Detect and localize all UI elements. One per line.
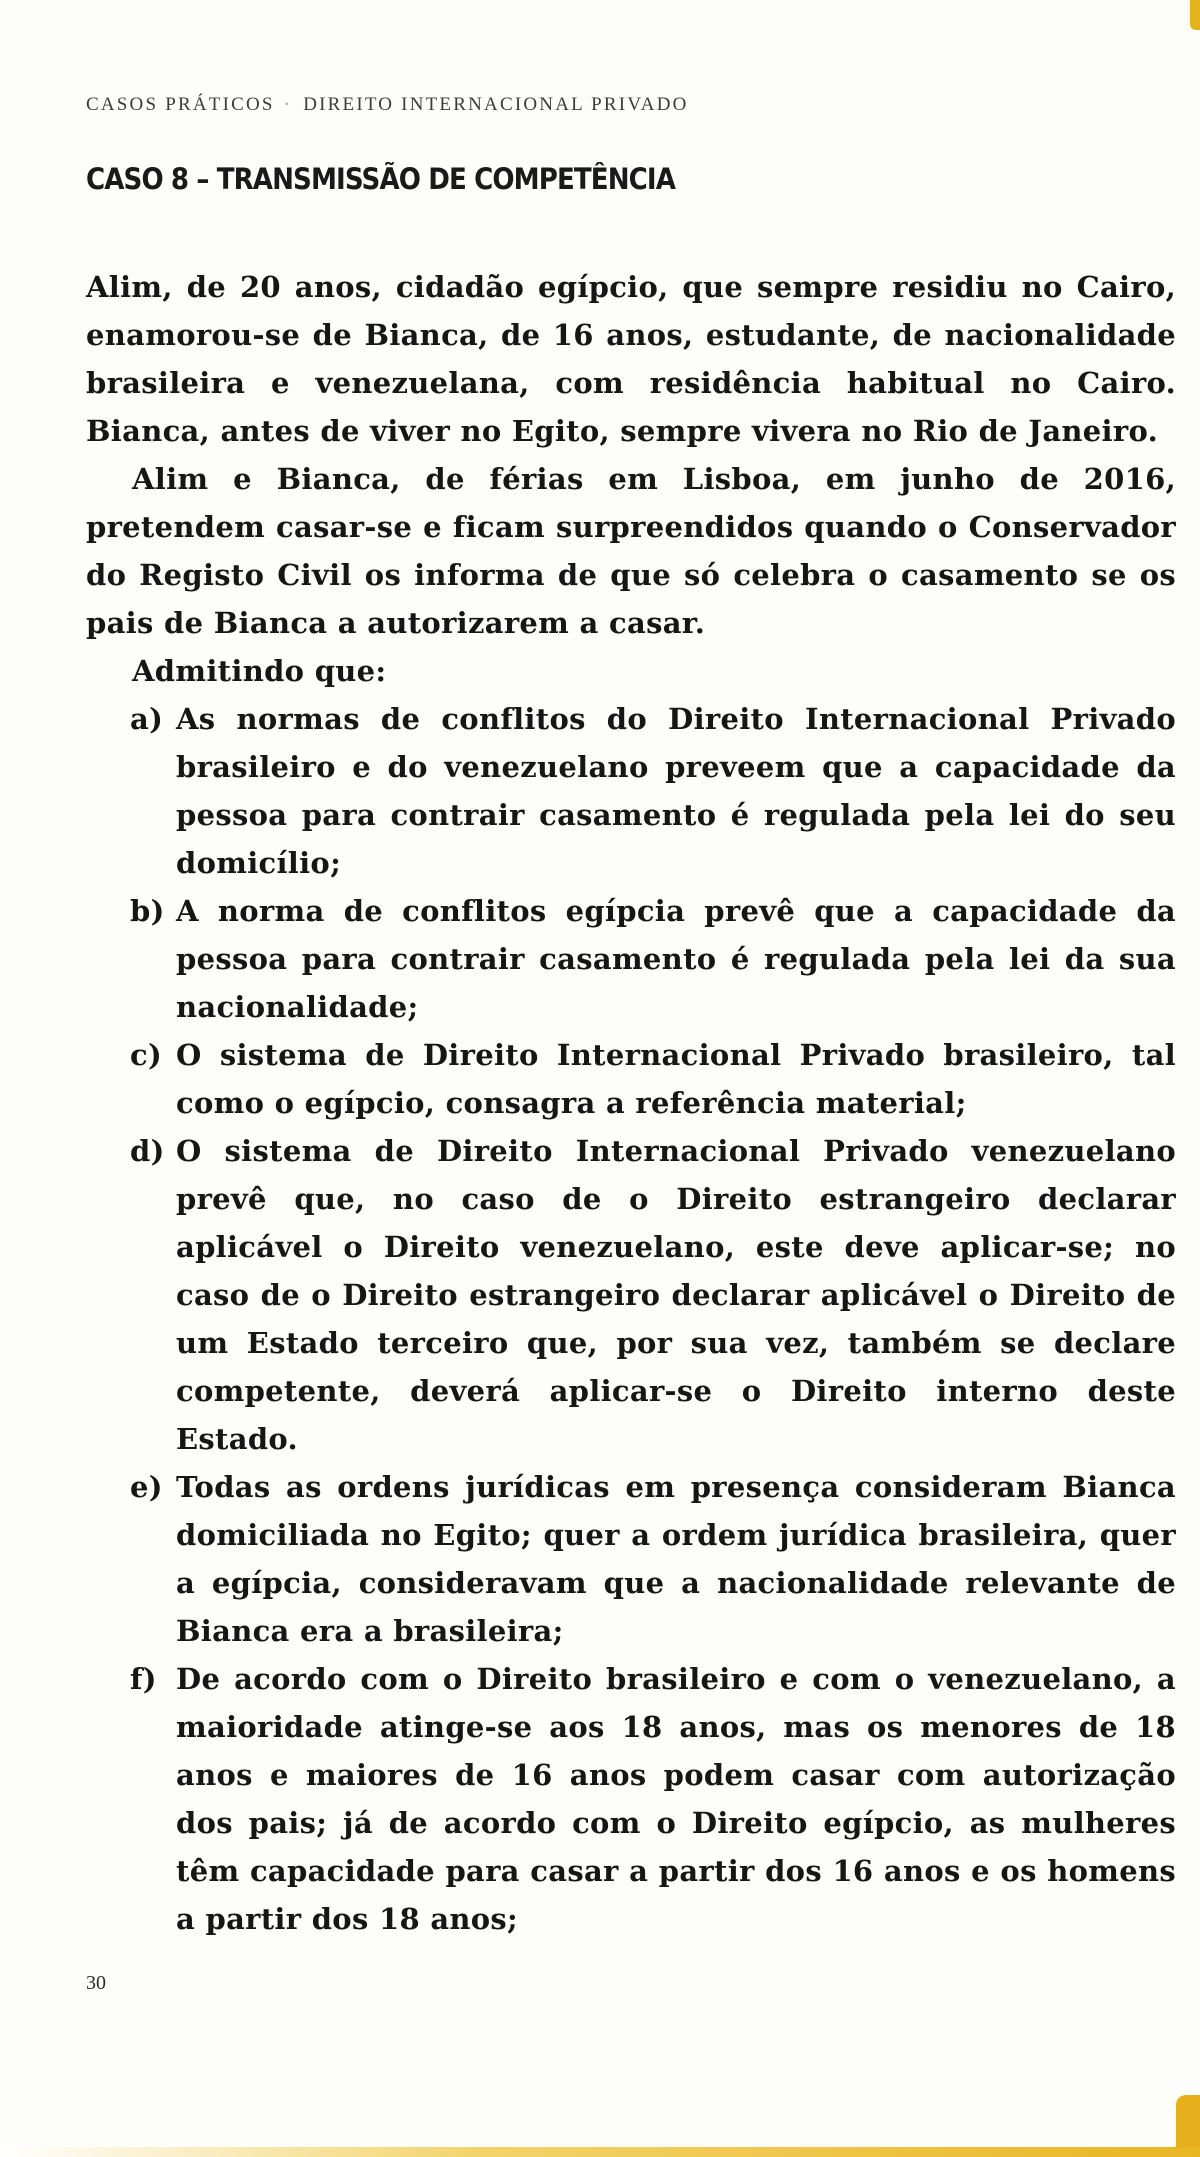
item-letter: e) [130, 1470, 163, 1504]
item-text: As normas de conflitos do Direito Internacional Privado brasileiro e do venezuelano preveem que a capacidade da pessoa para contrair casamento é regulada pela lei do seu domicílio; [176, 702, 1176, 880]
item-text: O sistema de Direito Internacional Privado venezuelano prevê que, no caso de o Direito estrangeiro declarar aplicável o Direito venezuelano, este deve aplicar-se; no caso de o Direito estrangeiro declarar aplicável o Direito de um Estado terceiro que, por sua vez, também se declare competente, deverá aplicar-se o Direito interno deste Estado. [176, 1134, 1176, 1456]
item-text: Todas as ordens jurídicas em presença consideram Bianca domiciliada no Egito; quer a ordem jurídica brasileira, quer a egípcia, consideravam que a nacionalidade relevante de Bianca era a brasileira; [176, 1470, 1176, 1648]
item-text: De acordo com o Direito brasileiro e com o venezuelano, a maioridade atinge-se aos 18 anos, mas os menores de 18 anos e maiores de 16 anos podem casar com autorização dos pais; já de acordo com o Direito egípcio, as mulheres têm capacidade para casar a partir dos 16 anos e os homens a partir dos 18 anos; [176, 1662, 1176, 1936]
item-letter: b) [130, 894, 165, 928]
item-letter: c) [130, 1038, 162, 1072]
running-header [86, 94, 689, 116]
item-letter: d) [130, 1134, 165, 1168]
assumption-d [86, 1127, 1176, 1463]
case-title: CASO 8 – TRANSMISSÃO DE COMPETÊNCIA [86, 162, 676, 196]
item-letter: a) [130, 702, 164, 736]
case-body [86, 263, 1176, 1943]
item-text: O sistema de Direito Internacional Privado brasileiro, tal como o egípcio, consagra a referência material; [176, 1038, 1176, 1120]
page-edge-highlight [1190, 0, 1200, 30]
assumption-c [86, 1031, 1176, 1127]
assumptions-list [86, 695, 1176, 1943]
assumption-b [86, 887, 1176, 1031]
assumption-f [86, 1655, 1176, 1943]
running-header-left: CASOS PRÁTICOS [86, 94, 275, 115]
assumption-a [86, 695, 1176, 887]
item-letter: f) [130, 1662, 157, 1696]
assumption-e [86, 1463, 1176, 1655]
page-edge-bottom [0, 2147, 1200, 2157]
paragraph-scenario: Alim e Bianca, de férias em Lisboa, em junho de 2016, pretendem casar-se e ficam surpreendidos quando o Conservador do Registo Civil os informa de que só celebra o casamento se os pais de Bianca a autorizarem a casar. [86, 462, 1176, 640]
item-text: A norma de conflitos egípcia prevê que a capacidade da pessoa para contrair casamento é regulada pela lei da sua nacionalidade; [176, 894, 1176, 1024]
assumptions-intro: Admitindo que: [132, 654, 387, 688]
running-header-right: DIREITO INTERNACIONAL PRIVADO [303, 94, 689, 115]
page-number: 30 [86, 1972, 106, 1994]
running-header-separator: · [283, 94, 293, 115]
paragraph-facts: Alim, de 20 anos, cidadão egípcio, que sempre residiu no Cairo, enamorou-se de Bianca, de 16 anos, estudante, de nacionalidade brasileira e venezuelana, com residência habitual no Cairo. Bianca, antes de viver no Egito, sempre vivera no Rio de Janeiro. [86, 270, 1176, 448]
